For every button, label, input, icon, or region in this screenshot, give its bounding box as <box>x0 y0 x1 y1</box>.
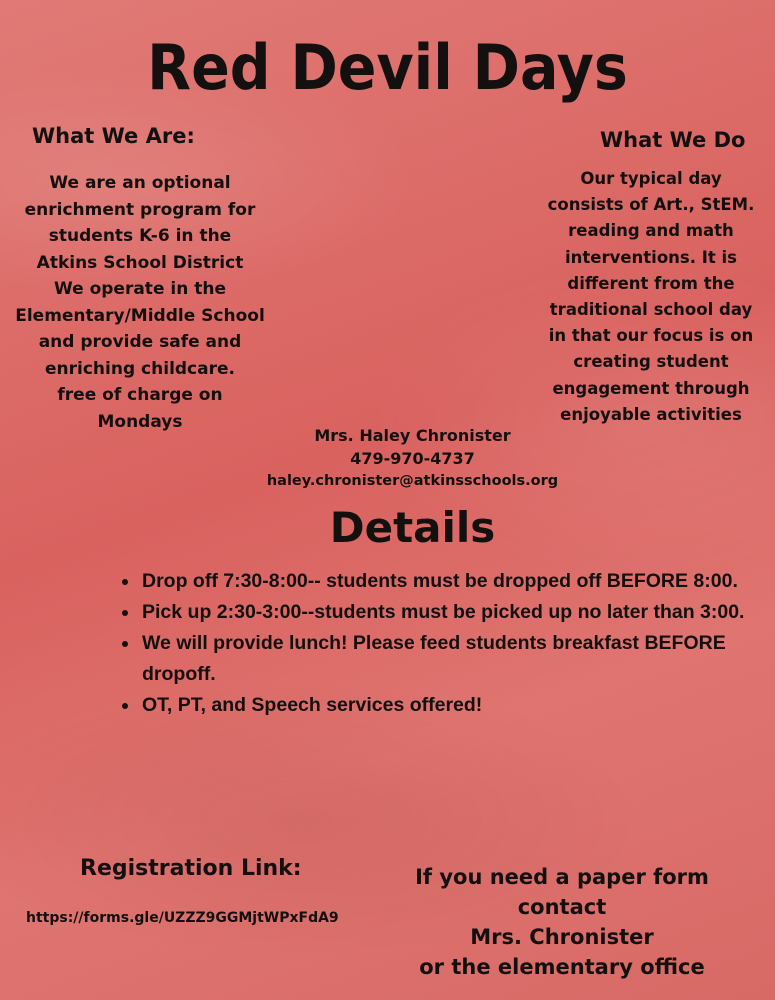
flyer-title: Red Devil Days <box>147 31 628 104</box>
what-we-are-line: We are an optional <box>49 173 231 193</box>
what-we-are-line: and provide safe and <box>38 332 242 352</box>
what-we-do-heading: What We Do <box>600 128 746 152</box>
details-heading: Details <box>329 503 496 552</box>
what-we-are-heading: What We Are: <box>32 124 195 148</box>
what-we-do-line: consists of Art., StEM. <box>547 195 755 215</box>
what-we-are-line: Elementary/Middle School <box>15 305 265 326</box>
what-we-are-line: enriching childcare. <box>45 358 235 379</box>
what-we-do-line: enjoyable activities <box>560 404 742 424</box>
what-we-do-line: engagement through <box>552 378 750 398</box>
contact-info <box>240 424 585 493</box>
contact-phone: 479-970-4737 <box>350 449 475 468</box>
what-we-are-line: enrichment program for <box>24 199 256 220</box>
contact-email[interactable]: haley.chronister@atkinsschools.org <box>266 473 559 489</box>
details-list <box>112 566 750 721</box>
what-we-do-line: interventions. It is <box>564 247 738 267</box>
what-we-do-line: different from the <box>567 273 735 293</box>
what-we-are-line: free of charge on Mondays <box>57 385 223 432</box>
details-item: • Pick up 2:30-3:00--students must be picked up no later than 3:00. <box>140 597 750 628</box>
paper-form-line: Mrs. Chronister <box>470 925 654 949</box>
what-we-do-description <box>545 166 757 428</box>
details-item: • Drop off 7:30-8:00-- students must be dropped off BEFORE 8:00. <box>140 566 750 597</box>
details-item: • OT, PT, and Speech services offered! <box>140 690 750 721</box>
what-we-are-line: Atkins School District <box>36 252 244 273</box>
what-we-do-line: in that our focus is on <box>548 326 754 346</box>
what-we-are-description <box>14 170 266 435</box>
details-item: • We will provide lunch! Please feed students breakfast BEFORE dropoff. <box>140 628 750 690</box>
what-we-do-line: creating student <box>573 352 729 372</box>
paper-form-line: or the elementary office <box>419 955 705 979</box>
what-we-are-line: students K-6 in the <box>48 226 232 246</box>
registration-link[interactable]: https://forms.gle/UZZZ9GGMjtWPxFdA9 <box>26 910 339 926</box>
what-we-do-line: reading and math <box>568 221 734 241</box>
what-we-do-line: traditional school day <box>549 300 753 320</box>
what-we-are-line: We operate in the <box>53 279 226 299</box>
paper-form-note <box>372 862 752 982</box>
registration-heading: Registration Link: <box>80 856 302 881</box>
paper-form-line: If you need a paper form contact <box>415 865 709 919</box>
contact-name: Mrs. Haley Chronister <box>314 426 511 445</box>
what-we-do-line: Our typical day <box>580 169 722 188</box>
